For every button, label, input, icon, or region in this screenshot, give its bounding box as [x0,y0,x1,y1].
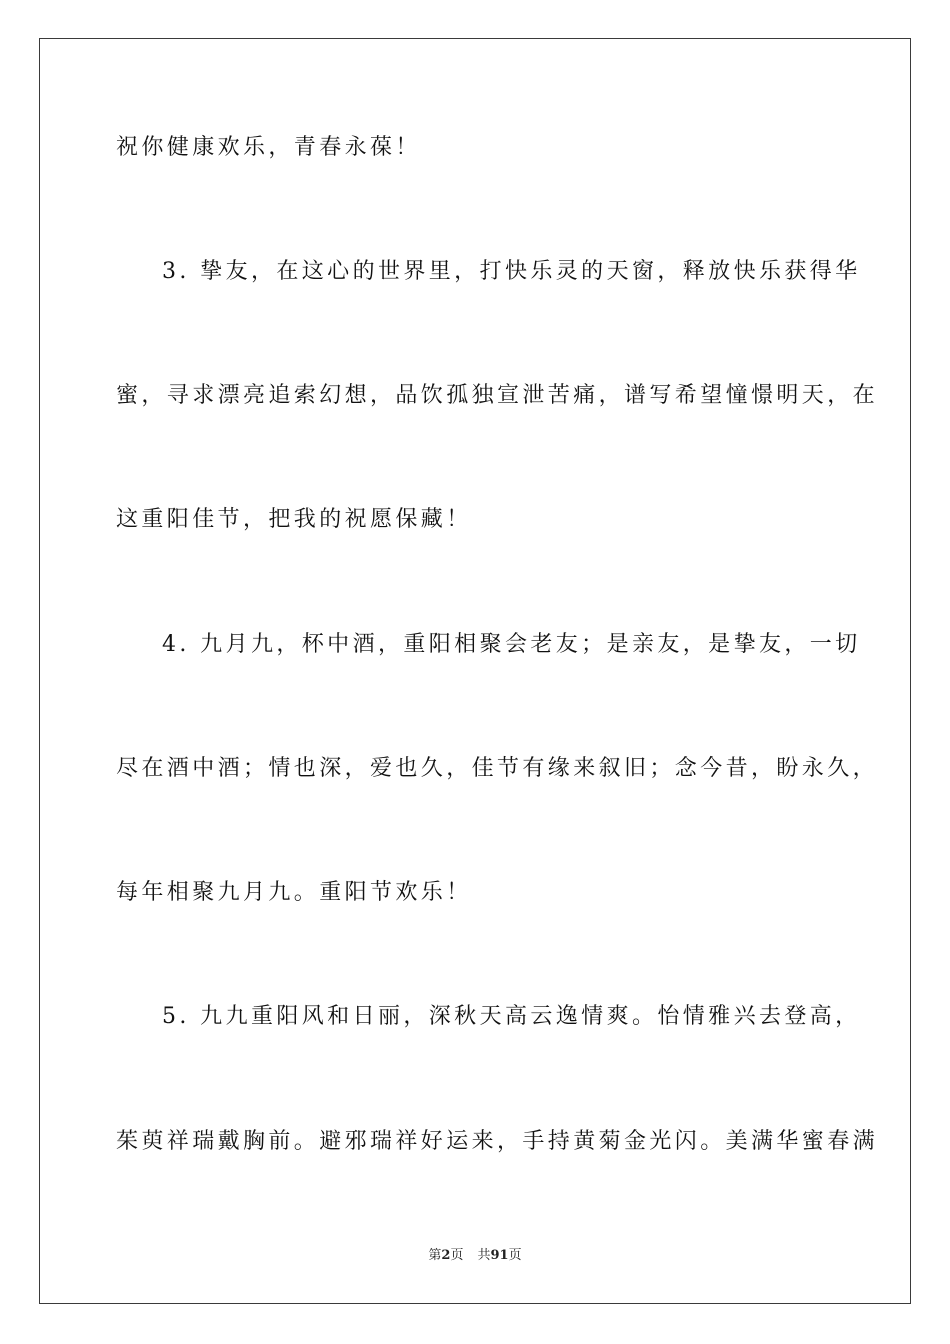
paragraph-line-2: 3. 挚友，在这心的世界里，打快乐灵的天窗，释放快乐获得华 [162,259,861,284]
paragraph-line-3: 蜜，寻求漂亮追索幻想，品饮孤独宣泄苦痛，谱写希望憧憬明天，在 [116,383,879,408]
total-prefix: 共 [477,1248,491,1263]
total-pages: 91 [490,1248,509,1263]
page-suffix: 页 [450,1248,464,1263]
page-number: 2 [441,1248,451,1263]
paragraph-line-4: 这重阳佳节，把我的祝愿保藏！ [116,507,472,532]
paragraph-line-7: 每年相聚九月九。重阳节欢乐！ [116,880,472,905]
paragraph-line-9: 茱萸祥瑞戴胸前。避邪瑞祥好运来，手持黄菊金光闪。美满华蜜春满 [116,1129,879,1154]
paragraph-line-5: 4. 九月九，杯中酒，重阳相聚会老友；是亲友，是挚友，一切 [162,632,861,657]
total-suffix: 页 [508,1248,522,1263]
page-prefix: 第 [428,1248,442,1263]
page-border [39,38,911,1304]
paragraph-line-6: 尽在酒中酒；情也深，爱也久，佳节有缘来叙旧；念今昔，盼永久， [116,756,879,781]
paragraph-line-8: 5. 九九重阳风和日丽，深秋天高云逸情爽。怡情雅兴去登高， [162,1004,861,1029]
page-footer [0,1247,950,1265]
paragraph-line-1: 祝你健康欢乐，青春永葆！ [116,135,421,160]
